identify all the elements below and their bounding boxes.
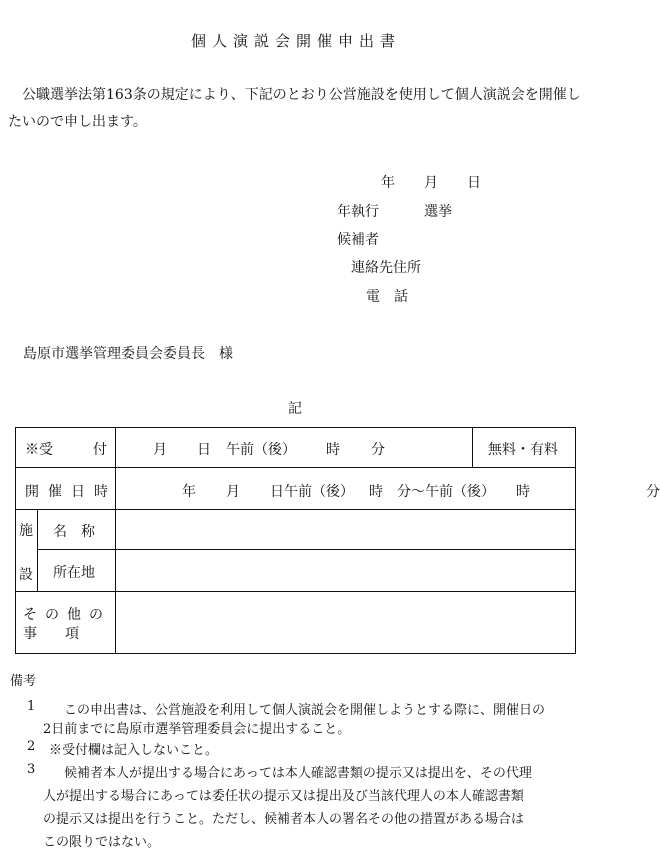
note-2-number: 2 — [27, 739, 36, 754]
date-month: 月 — [424, 175, 438, 191]
contact-address-label: 連絡先住所 — [351, 260, 421, 276]
datetime-value-cell[interactable] — [116, 468, 660, 510]
reception-label-cell — [16, 428, 116, 468]
other-matters-label-cell — [16, 592, 116, 654]
note-1-number: 1 — [27, 699, 36, 714]
other-matters-row — [16, 592, 576, 654]
facility-name-value-cell[interactable] — [116, 510, 576, 550]
facility-label-top: 施 — [19, 523, 33, 539]
datetime-day-ampm: 日午前（後） — [270, 484, 354, 500]
intro-paragraph: 公職選挙法第163条の規定により、下記のとおり公営施設を使用して個人演説会を開催したいので申し出ます。 — [8, 87, 581, 130]
date-day: 日 — [467, 175, 481, 191]
facility-location-row — [16, 550, 576, 592]
reception-ampm: 午前（後） — [226, 442, 296, 458]
application-table — [15, 427, 660, 654]
reception-row — [16, 428, 576, 468]
facility-label-bottom: 設 — [19, 567, 33, 583]
document-title: 個人演説会開催申出書 — [190, 32, 401, 50]
date-year: 年 — [381, 175, 395, 191]
facility-name-row — [16, 510, 576, 550]
datetime-minute2: 分 — [646, 484, 660, 500]
datetime-month: 月 — [226, 484, 240, 500]
datetime-year: 年 — [182, 484, 196, 500]
reception-hour: 時 — [326, 442, 340, 458]
phone-label: 電 話 — [366, 289, 408, 305]
election-label: 選挙 — [424, 204, 452, 220]
reception-minute: 分 — [371, 442, 385, 458]
reception-tail: 付 — [93, 442, 107, 458]
reception-month: 月 — [153, 442, 167, 458]
datetime-range: 分～午前（後） — [397, 484, 495, 500]
note-3-line-3: の提示又は提出を行うこと。ただし、候補者本人の署名その他の措置がある場合は — [43, 812, 525, 827]
datetime-hour2: 時 — [516, 484, 530, 500]
note-3-line-2: 人が提出する場合にあっては委任状の提示又は提出及び当該代理人の本人確認書類 — [43, 789, 524, 804]
election-year-executed: 年執行 — [337, 204, 379, 220]
reception-day: 日 — [197, 442, 211, 458]
reception-mark: ※受 — [25, 442, 53, 458]
fee-cell[interactable] — [473, 428, 576, 468]
note-3-line-1: 候補者本人が提出する場合にあっては本人確認書類の提示又は提出を、その代理 — [64, 766, 532, 781]
facility-name-label-cell — [38, 510, 116, 550]
facility-location-label-cell — [38, 550, 116, 592]
note-3-number: 3 — [27, 762, 36, 777]
note-2-line-1: ※受付欄は記入しないこと。 — [49, 743, 219, 758]
datetime-label: 開催日時 — [25, 484, 117, 500]
other-label-line2: 事 項 — [23, 626, 79, 642]
datetime-label-cell — [16, 468, 116, 510]
other-label-line1: その他の — [23, 607, 111, 623]
ki-heading: 記 — [288, 401, 302, 417]
reception-value-cell[interactable] — [116, 428, 473, 468]
facility-name-label: 名 称 — [53, 524, 95, 540]
note-1-line-2: 2日前までに島原市選挙管理委員会に提出すること。 — [43, 722, 351, 737]
notes-heading: 備考 — [10, 674, 37, 689]
facility-label-cell — [16, 510, 38, 592]
fee-option: 無料・有料 — [488, 442, 558, 458]
addressee: 島原市選挙管理委員会委員長 様 — [23, 346, 233, 362]
other-matters-value-cell[interactable] — [116, 592, 576, 654]
candidate-label: 候補者 — [337, 232, 379, 248]
facility-location-value-cell[interactable] — [116, 550, 576, 592]
datetime-row — [16, 468, 576, 510]
facility-location-label: 所在地 — [53, 565, 95, 581]
note-1-line-1: この申出書は、公営施設を利用して個人演説会を開催しようとする際に、開催日の — [64, 703, 546, 718]
note-3-line-4: この限りではない。 — [43, 835, 161, 850]
datetime-hour: 時 — [369, 484, 383, 500]
